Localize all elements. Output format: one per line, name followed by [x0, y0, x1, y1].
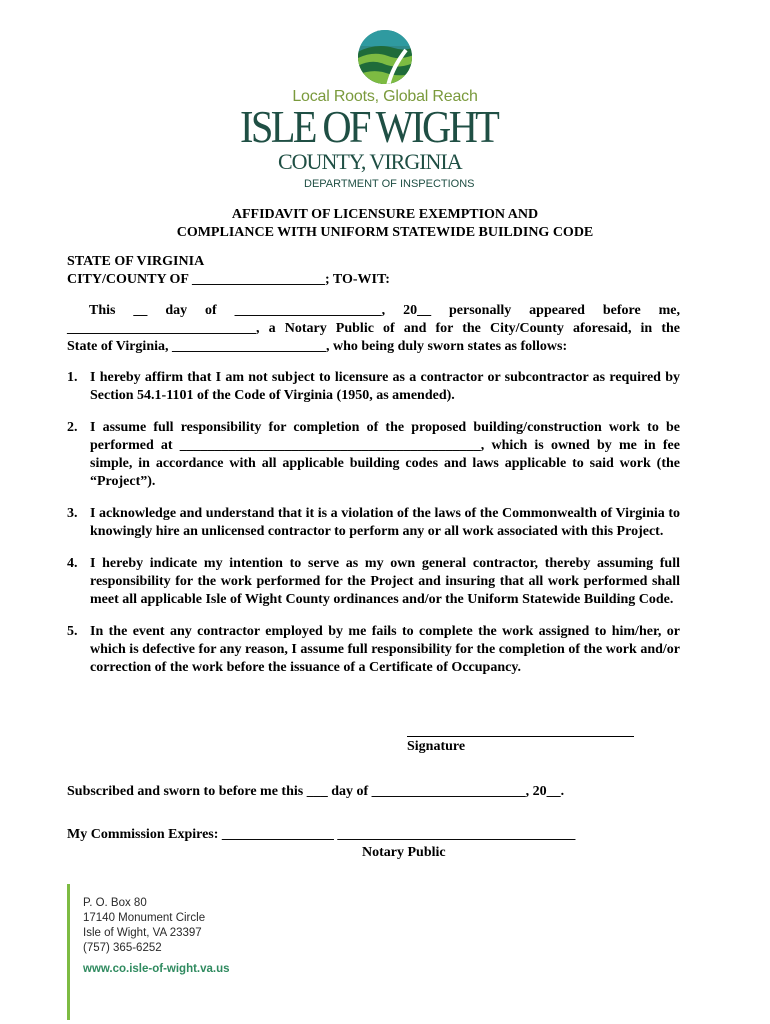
footer-city: Isle of Wight, VA 23397 [83, 927, 202, 939]
item-text: I acknowledge and understand that it is a violation of the laws of the Commonwealth of Virginia to knowingly hire an unlicensed contractor to perform any or all work associated with this Project. [90, 506, 680, 539]
city-county-line: CITY/COUNTY OF ___________________; TO-WIT: [67, 272, 390, 287]
item-text: I hereby indicate my intention to serve as my own general contractor, thereby assuming full responsibility for the work performed for the Project and insuring that all work performed shall meet all applicable Isle of Wight County ordinances and/or the Uniform Statewide Building Code. [90, 556, 680, 607]
footer-address [83, 896, 230, 977]
item-text: I hereby affirm that I am not subject to licensure as a contractor or subcontractor as required by Section 54.1-1101 of the Code of Virginia (1950, as amended). [90, 370, 680, 403]
signature-line[interactable] [407, 736, 634, 737]
title-line-1: AFFIDAVIT OF LICENSURE EXEMPTION AND [231, 207, 539, 222]
state-block [67, 253, 390, 289]
item-number: 2. [67, 420, 78, 435]
list-item [67, 419, 680, 491]
footer-po-box: P. O. Box 80 [83, 897, 147, 909]
list-item [67, 623, 680, 677]
title-line-2: COMPLIANCE WITH UNIFORM STATEWIDE BUILDING CODE [176, 225, 594, 240]
affidavit-items [67, 369, 680, 691]
state-line: STATE OF VIRGINIA [67, 254, 205, 269]
subscribed-line: Subscribed and sworn to before me this ___ day of ______________________, 20__. [67, 784, 565, 799]
item-number: 3. [67, 506, 78, 521]
list-item [67, 555, 680, 609]
county-state: COUNTY, VIRGINIA [278, 149, 462, 174]
item-number: 1. [67, 370, 78, 385]
footer-street: 17140 Monument Circle [83, 912, 206, 924]
tagline: Local Roots, Global Reach [292, 88, 478, 105]
notary-label: Notary Public [362, 845, 446, 860]
item-text: I assume full responsibility for completion of the proposed building/construction work to be performed at ___________________________________________, which is owned by me in fee simple, in accordance with all applicable building codes and laws applicable to said work (the “Project”). [90, 420, 680, 489]
footer-phone: (757) 365-6252 [83, 942, 162, 954]
intro-paragraph [67, 302, 680, 356]
item-text: In the event any contractor employed by me fails to complete the work assigned to him/her, or which is defective for any reason, I assume full responsibility for the completion of the work and/or correction of the work before the issuance of a Certificate of Occupancy. [90, 624, 680, 675]
item-number: 4. [67, 556, 78, 571]
list-item [67, 369, 680, 405]
footer-accent-bar [67, 884, 70, 1020]
list-item [67, 505, 680, 541]
footer-website-link[interactable]: www.co.isle-of-wight.va.us [83, 963, 230, 975]
signature-label: Signature [407, 739, 466, 754]
county-name: ISLE OF WIGHT [240, 101, 498, 152]
intro-line-2: ___________________________, a Notary Public of and for the City/County aforesaid, in the [67, 321, 680, 336]
intro-line-1: This __ day of _____________________, 20__ personally appeared before me, [89, 303, 680, 318]
commission-line: My Commission Expires: ________________ __________________________________ [67, 827, 576, 842]
document-title [0, 206, 770, 242]
item-number: 5. [67, 624, 78, 639]
department-name: DEPARTMENT OF INSPECTIONS [304, 178, 475, 190]
intro-line-3: State of Virginia, ______________________, who being duly sworn states as follows: [67, 339, 568, 354]
county-logo-icon [354, 28, 416, 86]
